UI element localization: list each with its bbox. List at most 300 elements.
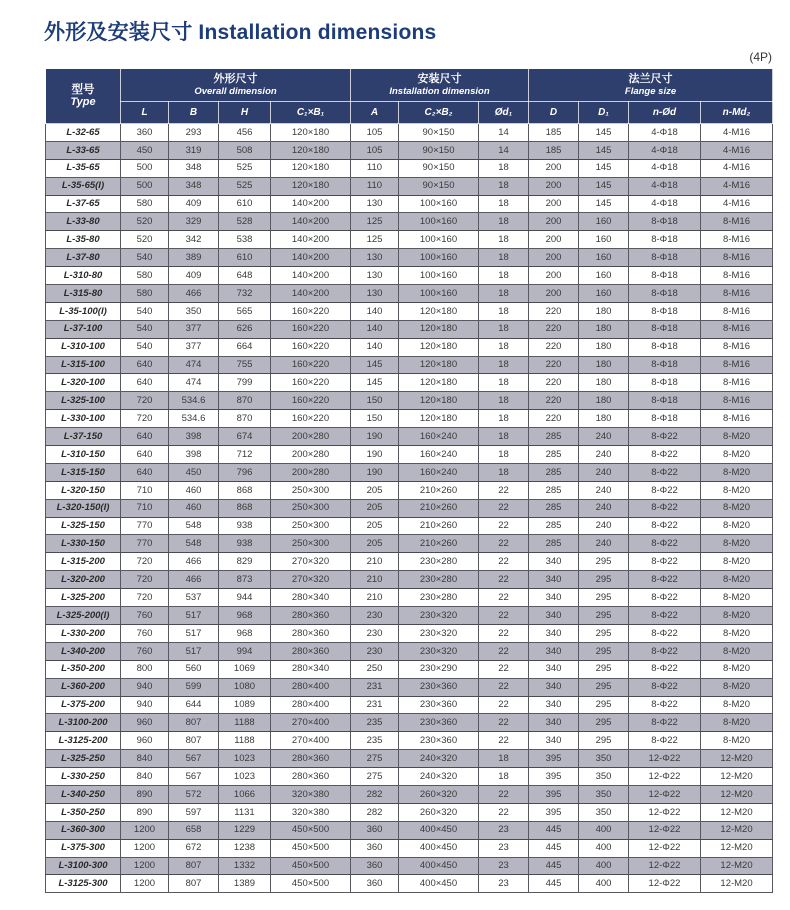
cell-value: 8-M20 [701, 660, 773, 678]
cell-value: 180 [579, 374, 629, 392]
cell-value: 120×180 [271, 177, 351, 195]
cell-value: 340 [529, 678, 579, 696]
cell-value: 14 [479, 124, 529, 142]
cell-value: 968 [219, 607, 271, 625]
cell-value: 672 [169, 839, 219, 857]
cell-value: 450 [121, 141, 169, 159]
cell-value: 140×200 [271, 213, 351, 231]
cell-value: 12-Φ22 [629, 768, 701, 786]
cell-value: 8-Φ22 [629, 607, 701, 625]
header-col-H: H [219, 102, 271, 124]
cell-value: 8-Φ18 [629, 392, 701, 410]
cell-value: 145 [351, 374, 399, 392]
cell-value: 140×200 [271, 231, 351, 249]
cell-value: 160 [579, 249, 629, 267]
cell-type: L-315-80 [46, 285, 121, 303]
cell-value: 12-Φ22 [629, 821, 701, 839]
cell-value: 120×180 [399, 410, 479, 428]
cell-value: 190 [351, 446, 399, 464]
cell-value: 100×160 [399, 195, 479, 213]
cell-value: 120×180 [271, 124, 351, 142]
cell-value: 230×320 [399, 642, 479, 660]
cell-value: 18 [479, 446, 529, 464]
cell-value: 1069 [219, 660, 271, 678]
cell-value: 285 [529, 428, 579, 446]
cell-value: 22 [479, 517, 529, 535]
header-overall-zh: 外形尺寸 [213, 73, 258, 85]
cell-value: 210×260 [399, 535, 479, 553]
cell-value: 8-Φ22 [629, 463, 701, 481]
cell-value: 12-Φ22 [629, 875, 701, 893]
cell-value: 8-M20 [701, 607, 773, 625]
cell-value: 18 [479, 392, 529, 410]
cell-value: 8-M20 [701, 571, 773, 589]
cell-value: 4-Φ18 [629, 124, 701, 142]
cell-value: 18 [479, 356, 529, 374]
cell-value: 240×320 [399, 768, 479, 786]
table-row [46, 768, 773, 786]
cell-value: 8-Φ22 [629, 517, 701, 535]
cell-value: 8-M20 [701, 589, 773, 607]
cell-value: 8-M16 [701, 338, 773, 356]
cell-value: 260×320 [399, 803, 479, 821]
cell-value: 110 [351, 177, 399, 195]
cell-value: 190 [351, 463, 399, 481]
cell-value: 8-Φ22 [629, 428, 701, 446]
cell-value: 640 [121, 428, 169, 446]
cell-value: 231 [351, 696, 399, 714]
table-row [46, 553, 773, 571]
cell-value: 100×160 [399, 231, 479, 249]
cell-value: 8-M16 [701, 410, 773, 428]
cell-type: L-325-250 [46, 750, 121, 768]
cell-value: 760 [121, 642, 169, 660]
cell-value: 12-M20 [701, 750, 773, 768]
cell-value: 270×400 [271, 732, 351, 750]
cell-value: 456 [219, 124, 271, 142]
cell-value: 160×220 [271, 320, 351, 338]
header-installation-en: Installation dimension [389, 86, 490, 97]
cell-value: 540 [121, 320, 169, 338]
cell-value: 450×500 [271, 875, 351, 893]
cell-value: 8-M16 [701, 249, 773, 267]
cell-value: 200 [529, 213, 579, 231]
cell-value: 1200 [121, 857, 169, 875]
cell-value: 160×240 [399, 446, 479, 464]
cell-value: 640 [121, 356, 169, 374]
cell-value: 720 [121, 392, 169, 410]
cell-value: 732 [219, 285, 271, 303]
header-type-zh: 型号 [71, 84, 95, 96]
cell-value: 445 [529, 839, 579, 857]
cell-value: 398 [169, 446, 219, 464]
cell-value: 18 [479, 302, 529, 320]
cell-value: 450×500 [271, 821, 351, 839]
cell-value: 1389 [219, 875, 271, 893]
cell-value: 240 [579, 517, 629, 535]
cell-type: L-35-65 [46, 159, 121, 177]
cell-value: 4-M16 [701, 177, 773, 195]
cell-value: 360 [351, 839, 399, 857]
cell-value: 22 [479, 642, 529, 660]
cell-type: L-360-300 [46, 821, 121, 839]
header-flange-zh: 法兰尺寸 [628, 73, 673, 85]
cell-value: 200 [529, 159, 579, 177]
cell-value: 466 [169, 553, 219, 571]
cell-value: 100×160 [399, 285, 479, 303]
cell-value: 160×220 [271, 374, 351, 392]
table-row [46, 285, 773, 303]
cell-value: 12-M20 [701, 821, 773, 839]
cell-value: 280×360 [271, 624, 351, 642]
cell-value: 100×160 [399, 267, 479, 285]
header-col-nOd: n-Ød [629, 102, 701, 124]
header-col-D1: D₁ [579, 102, 629, 124]
cell-value: 22 [479, 785, 529, 803]
cell-value: 360 [351, 875, 399, 893]
cell-value: 873 [219, 571, 271, 589]
cell-value: 8-Φ22 [629, 642, 701, 660]
cell-type: L-360-200 [46, 678, 121, 696]
cell-value: 22 [479, 803, 529, 821]
cell-value: 231 [351, 678, 399, 696]
table-header [46, 69, 773, 124]
cell-value: 8-M16 [701, 356, 773, 374]
cell-value: 22 [479, 499, 529, 517]
table-row [46, 642, 773, 660]
cell-value: 230×280 [399, 571, 479, 589]
cell-value: 340 [529, 696, 579, 714]
cell-type: L-320-200 [46, 571, 121, 589]
cell-value: 320×380 [271, 803, 351, 821]
cell-value: 90×150 [399, 159, 479, 177]
cell-value: 285 [529, 535, 579, 553]
cell-value: 348 [169, 177, 219, 195]
cell-value: 450×500 [271, 839, 351, 857]
cell-value: 8-M20 [701, 732, 773, 750]
cell-value: 1200 [121, 839, 169, 857]
cell-value: 597 [169, 803, 219, 821]
cell-value: 18 [479, 231, 529, 249]
header-col-C2B2: C₂×B₂ [399, 102, 479, 124]
cell-value: 22 [479, 571, 529, 589]
cell-value: 1188 [219, 714, 271, 732]
cell-value: 500 [121, 159, 169, 177]
cell-value: 8-M16 [701, 392, 773, 410]
cell-value: 240×320 [399, 750, 479, 768]
header-col-A: A [351, 102, 399, 124]
cell-value: 190 [351, 428, 399, 446]
cell-type: L-315-200 [46, 553, 121, 571]
cell-value: 800 [121, 660, 169, 678]
header-group-row [46, 69, 773, 102]
cell-value: 940 [121, 678, 169, 696]
cell-value: 340 [529, 624, 579, 642]
cell-value: 285 [529, 446, 579, 464]
cell-value: 460 [169, 499, 219, 517]
cell-value: 230×320 [399, 624, 479, 642]
cell-value: 270×320 [271, 553, 351, 571]
cell-type: L-315-100 [46, 356, 121, 374]
cell-value: 200×280 [271, 446, 351, 464]
cell-value: 18 [479, 374, 529, 392]
cell-value: 508 [219, 141, 271, 159]
cell-value: 807 [169, 732, 219, 750]
cell-type: L-37-80 [46, 249, 121, 267]
table-row [46, 589, 773, 607]
cell-value: 230×280 [399, 553, 479, 571]
cell-value: 626 [219, 320, 271, 338]
cell-value: 140×200 [271, 249, 351, 267]
cell-value: 18 [479, 320, 529, 338]
cell-value: 445 [529, 875, 579, 893]
cell-value: 944 [219, 589, 271, 607]
cell-value: 890 [121, 803, 169, 821]
cell-value: 250×300 [271, 481, 351, 499]
table-row [46, 839, 773, 857]
cell-value: 18 [479, 285, 529, 303]
cell-type: L-35-100(I) [46, 302, 121, 320]
cell-value: 22 [479, 607, 529, 625]
cell-value: 340 [529, 642, 579, 660]
cell-type: L-330-150 [46, 535, 121, 553]
cell-value: 8-M16 [701, 231, 773, 249]
cell-value: 525 [219, 159, 271, 177]
cell-value: 648 [219, 267, 271, 285]
cell-value: 540 [121, 249, 169, 267]
cell-value: 280×360 [271, 768, 351, 786]
table-row [46, 517, 773, 535]
cell-value: 240 [579, 446, 629, 464]
cell-value: 870 [219, 410, 271, 428]
page-title: 外形及安装尺寸 Installation dimensions [44, 21, 437, 44]
cell-type: L-35-65(I) [46, 177, 121, 195]
cell-value: 230×360 [399, 714, 479, 732]
cell-value: 599 [169, 678, 219, 696]
cell-value: 400×450 [399, 857, 479, 875]
cell-value: 145 [579, 159, 629, 177]
cell-value: 520 [121, 213, 169, 231]
cell-value: 230 [351, 607, 399, 625]
cell-value: 240 [579, 428, 629, 446]
cell-value: 474 [169, 356, 219, 374]
cell-value: 240 [579, 535, 629, 553]
header-group-flange [529, 69, 773, 102]
cell-value: 572 [169, 785, 219, 803]
cell-value: 280×360 [271, 750, 351, 768]
cell-value: 12-M20 [701, 875, 773, 893]
cell-value: 8-M20 [701, 428, 773, 446]
cell-value: 400 [579, 857, 629, 875]
cell-value: 8-M20 [701, 499, 773, 517]
cell-value: 200 [529, 177, 579, 195]
cell-value: 360 [121, 124, 169, 142]
cell-type: L-37-65 [46, 195, 121, 213]
cell-value: 200 [529, 195, 579, 213]
cell-value: 340 [529, 571, 579, 589]
cell-value: 807 [169, 714, 219, 732]
cell-value: 145 [579, 141, 629, 159]
cell-value: 295 [579, 624, 629, 642]
cell-value: 8-Φ22 [629, 553, 701, 571]
cell-value: 180 [579, 356, 629, 374]
cell-value: 210 [351, 589, 399, 607]
cell-value: 230 [351, 624, 399, 642]
cell-value: 230×360 [399, 732, 479, 750]
cell-value: 160 [579, 267, 629, 285]
cell-value: 285 [529, 463, 579, 481]
cell-value: 350 [579, 750, 629, 768]
cell-type: L-375-300 [46, 839, 121, 857]
cell-value: 4-M16 [701, 159, 773, 177]
cell-value: 4-Φ18 [629, 159, 701, 177]
cell-value: 868 [219, 481, 271, 499]
cell-value: 474 [169, 374, 219, 392]
cell-value: 295 [579, 553, 629, 571]
cell-value: 720 [121, 571, 169, 589]
header-group-overall [121, 69, 351, 102]
cell-value: 12-M20 [701, 768, 773, 786]
cell-value: 400 [579, 839, 629, 857]
cell-value: 8-M20 [701, 714, 773, 732]
table-row [46, 195, 773, 213]
cell-value: 4-Φ18 [629, 177, 701, 195]
cell-type: L-325-200 [46, 589, 121, 607]
table-row [46, 535, 773, 553]
cell-type: L-37-100 [46, 320, 121, 338]
cell-value: 205 [351, 517, 399, 535]
header-col-D: D [529, 102, 579, 124]
cell-value: 240 [579, 481, 629, 499]
table-row [46, 338, 773, 356]
cell-value: 340 [529, 732, 579, 750]
header-installation-zh: 安装尺寸 [417, 73, 462, 85]
cell-value: 1188 [219, 732, 271, 750]
cell-type: L-3125-200 [46, 732, 121, 750]
cell-value: 280×360 [271, 607, 351, 625]
cell-value: 712 [219, 446, 271, 464]
table-row [46, 499, 773, 517]
table-row [46, 660, 773, 678]
cell-value: 640 [121, 446, 169, 464]
cell-value: 8-Φ22 [629, 499, 701, 517]
table-row [46, 678, 773, 696]
cell-value: 4-Φ18 [629, 141, 701, 159]
cell-value: 520 [121, 231, 169, 249]
cell-value: 534.6 [169, 410, 219, 428]
table-row [46, 446, 773, 464]
cell-value: 120×180 [399, 374, 479, 392]
cell-value: 360 [351, 821, 399, 839]
cell-value: 890 [121, 785, 169, 803]
cell-value: 8-Φ22 [629, 571, 701, 589]
cell-value: 1238 [219, 839, 271, 857]
cell-value: 200 [529, 249, 579, 267]
table-row [46, 463, 773, 481]
cell-value: 250×300 [271, 499, 351, 517]
header-col-L: L [121, 102, 169, 124]
cell-value: 220 [529, 410, 579, 428]
cell-value: 145 [579, 195, 629, 213]
cell-value: 8-M16 [701, 285, 773, 303]
cell-value: 22 [479, 660, 529, 678]
table-row [46, 410, 773, 428]
cell-value: 160×240 [399, 428, 479, 446]
cell-value: 18 [479, 267, 529, 285]
cell-type: L-375-200 [46, 696, 121, 714]
cell-value: 240 [579, 463, 629, 481]
cell-value: 282 [351, 803, 399, 821]
cell-value: 640 [121, 463, 169, 481]
cell-value: 295 [579, 660, 629, 678]
cell-value: 8-M16 [701, 374, 773, 392]
cell-value: 567 [169, 750, 219, 768]
cell-value: 870 [219, 392, 271, 410]
cell-value: 130 [351, 267, 399, 285]
cell-value: 409 [169, 267, 219, 285]
header-flange-en: Flange size [624, 86, 677, 97]
cell-value: 18 [479, 159, 529, 177]
cell-value: 8-Φ22 [629, 678, 701, 696]
cell-value: 240 [579, 499, 629, 517]
cell-value: 210 [351, 553, 399, 571]
cell-value: 220 [529, 392, 579, 410]
cell-value: 640 [121, 374, 169, 392]
cell-value: 120×180 [399, 320, 479, 338]
cell-value: 295 [579, 678, 629, 696]
cell-value: 329 [169, 213, 219, 231]
cell-value: 105 [351, 124, 399, 142]
cell-value: 960 [121, 732, 169, 750]
cell-value: 534.6 [169, 392, 219, 410]
table-row [46, 428, 773, 446]
cell-value: 285 [529, 481, 579, 499]
cell-value: 968 [219, 624, 271, 642]
cell-value: 8-Φ18 [629, 249, 701, 267]
cell-value: 230×360 [399, 678, 479, 696]
cell-value: 14 [479, 141, 529, 159]
cell-value: 295 [579, 607, 629, 625]
cell-value: 1023 [219, 750, 271, 768]
cell-value: 8-M16 [701, 302, 773, 320]
table-row [46, 571, 773, 589]
table-row [46, 607, 773, 625]
cell-type: L-33-65 [46, 141, 121, 159]
cell-value: 100×160 [399, 213, 479, 231]
cell-value: 517 [169, 624, 219, 642]
cell-value: 130 [351, 195, 399, 213]
cell-value: 180 [579, 410, 629, 428]
cell-type: L-325-100 [46, 392, 121, 410]
cell-value: 185 [529, 141, 579, 159]
cell-value: 205 [351, 481, 399, 499]
table-row [46, 249, 773, 267]
cell-value: 8-M20 [701, 642, 773, 660]
cell-value: 1131 [219, 803, 271, 821]
cell-value: 398 [169, 428, 219, 446]
cell-value: 200 [529, 285, 579, 303]
table-row [46, 857, 773, 875]
cell-value: 664 [219, 338, 271, 356]
cell-value: 938 [219, 535, 271, 553]
cell-value: 538 [219, 231, 271, 249]
table-row [46, 803, 773, 821]
cell-value: 8-Φ22 [629, 535, 701, 553]
cell-value: 1200 [121, 875, 169, 893]
header-type [46, 69, 121, 124]
cell-value: 960 [121, 714, 169, 732]
cell-value: 8-M20 [701, 696, 773, 714]
